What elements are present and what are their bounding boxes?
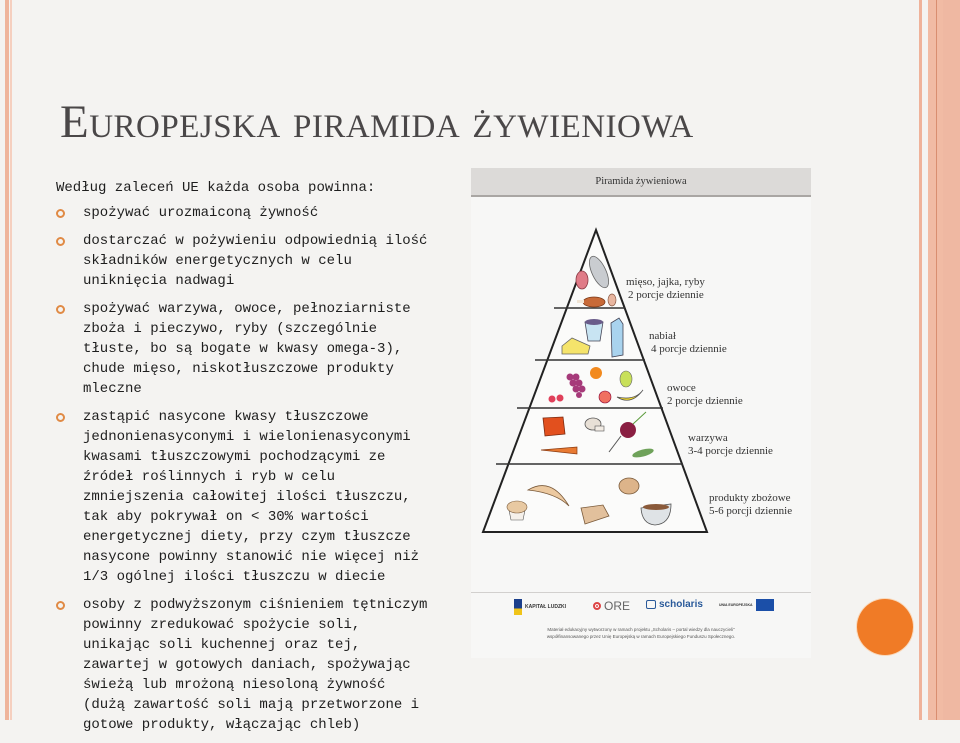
tier-label-dairy: nabiał 4 porcje dziennie [649,330,727,355]
bullet-item: osoby z podwyższonym ciśnieniem tętniczym powinny zredukować spożycie soli, unikając soli kuchennej oraz tej, zawartej w gotowych daniach, spożywając świeżą lub mrożoną niesoloną żywność (dużą zawartość soli mają przetworzone i gotowe produkty, włączając chleb) [54,595,434,735]
kapital-ludzki-logo: KAPITAŁ LUDZKI [514,599,566,615]
bullet-item: spożywać warzywa, owoce, pełnoziarniste zboża i pieczywo, ryby (szczególnie tłuste, bo są bogate w kwasy omega-3), chude mięso, niskotłuszczowe produkty mleczne [54,299,434,399]
ore-icon [593,602,601,610]
eu-flag-icon [756,599,774,611]
bullet-ring-icon [56,601,65,610]
bullet-list [54,203,434,735]
food-pyramid-figure [471,168,811,658]
pepper-icon [543,417,565,436]
food-pyramid [471,168,811,588]
tier-label-vegetables: warzywa 3-4 porcje dziennie [688,432,773,457]
bullet-ring-icon [56,237,65,246]
left-stripe-inner [10,0,12,720]
right-stripe-thin [919,0,922,720]
tier-label-grains: produkty zbożowe 5-6 porcji dziennie [709,492,793,517]
scholaris-logo: scholaris [646,599,703,610]
figure-caption: Materiał edukacyjny wytworzony w ramach projektu „Scholaris – portal wiedzy dla nauczycieli" współfinansowanego przez Unię Europejską w ramach Europejskiego Funduszu Społecznego. [546,627,736,639]
left-stripe [5,0,9,720]
right-stripe-line [936,0,937,720]
eu-logo: UNIA EUROPEJSKA [719,599,774,611]
egg-icon [608,294,616,306]
bullet-ring-icon [56,209,65,218]
meat-icon [576,271,588,289]
decorative-orange-circle [857,599,913,655]
milk-carton-icon [611,318,623,357]
kapital-ludzki-icon [514,599,522,615]
figure-footer-divider [471,592,811,593]
apple-icon [599,391,611,403]
yogurt-icon [585,319,603,341]
tier-label-fruits: owoce 2 porcje dziennie [667,382,743,407]
sponsor-logos [511,599,771,621]
right-stripe-shade [943,0,960,720]
orange-icon [590,367,602,379]
body-text [54,178,434,743]
bullet-ring-icon [56,413,65,422]
intro-text: Według zaleceń UE każda osoba powinna: [56,180,376,196]
slide-title: Europejska piramida żywieniowa [60,96,694,148]
tier-label-meat: mięso, jajka, ryby 2 porcje dziennie [626,276,705,301]
bullet-item: spożywać urozmaiconą żywność [54,203,434,223]
pear-icon [620,371,632,387]
bread-roll-icon [619,478,639,494]
ore-logo: ORE [593,599,630,613]
figure-header: Piramida żywieniowa [471,168,811,197]
bullet-item: zastąpić nasycone kwasy tłuszczowe jednonienasyconymi i wielonienasyconymi kwasami tłuszczowymi pochodzącymi ze źródeł roślinnych i ryb w celu zmniejszenia całowitej ilości tłuszczu, tak aby pokrywał on < 30% wartości energetycznej diety, przy czym tłuszcze nasycone powinny stanowić nie więcej niż 1/3 ogólnej ilości tłuszczu w diecie [54,407,434,587]
bullet-ring-icon [56,305,65,314]
scholaris-icon [646,600,656,609]
bullet-item: dostarczać w pożywieniu odpowiednią ilość składników energetycznych w celu uniknięcia nadwagi [54,231,434,291]
